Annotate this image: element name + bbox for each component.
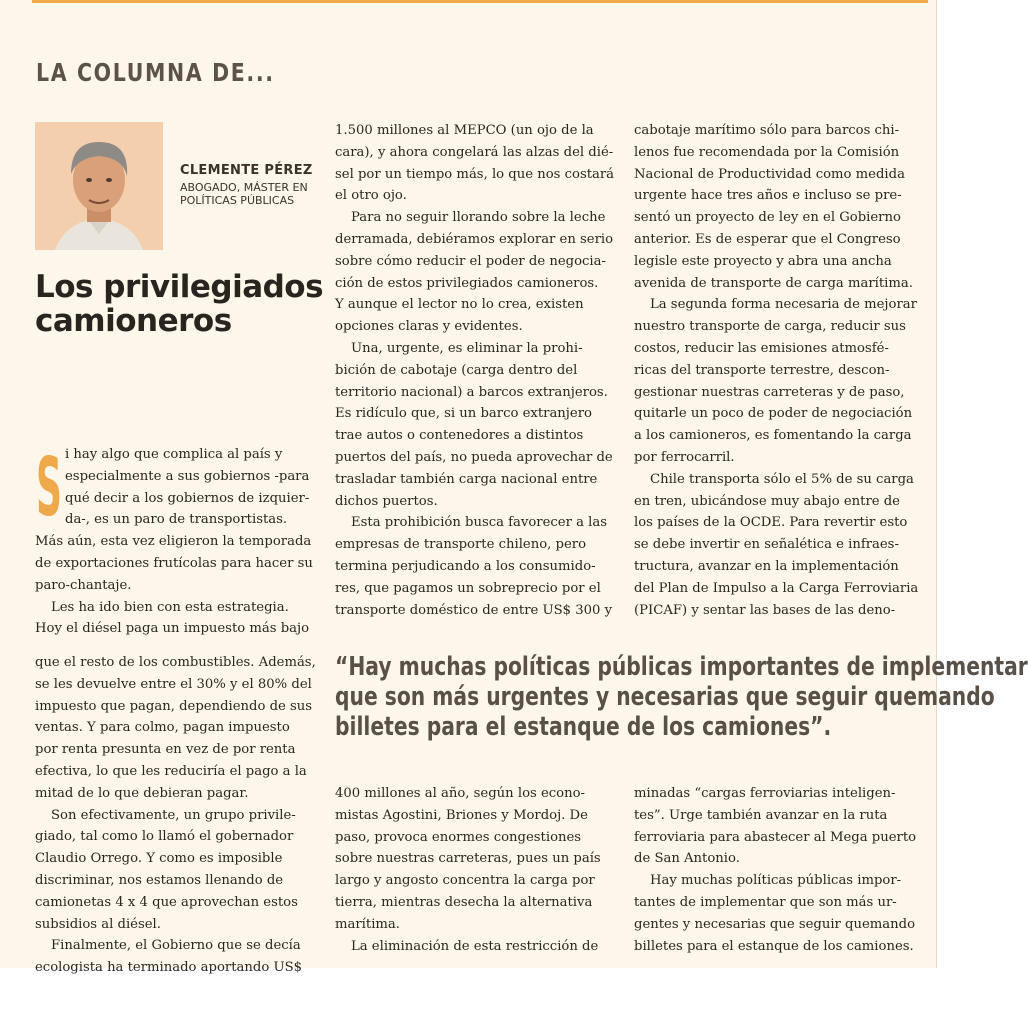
text-line: Es ridículo que, si un barco extranjero: [335, 406, 592, 422]
text-line: tructura, avanzar en la implementación: [634, 558, 899, 574]
text-line: puertos del país, no pueda aprovechar de: [335, 449, 613, 465]
text-line: cabotaje marítimo sólo para barcos chi-: [634, 123, 900, 138]
headline-line: Los privilegiados: [35, 269, 324, 305]
text-line: tes”. Urge también avanzar en la ruta: [634, 807, 888, 823]
text-line: del Plan de Impulso a la Carga Ferroviaria: [634, 580, 919, 596]
text-line: costos, reducir las emisiones atmosfé-: [634, 340, 889, 356]
author-photo: [35, 122, 163, 250]
svg-text:S: S: [36, 441, 62, 534]
text-line: (PICAF) y sentar las bases de las deno-: [634, 602, 896, 618]
text-line: Una, urgente, es eliminar la prohi-: [351, 340, 583, 356]
column-3-top: [634, 120, 919, 621]
text-line: i hay algo que complica al país y: [65, 447, 283, 462]
text-line: Finalmente, el Gobierno que se decía: [51, 938, 301, 954]
text-line: sobre nuestras carreteras, pues un país: [335, 851, 601, 867]
headline-line: camioneros: [35, 303, 232, 339]
text-line: giado, tal como lo llamó el gobernador: [35, 829, 294, 845]
text-line: ricas del transporte terrestre, descon-: [634, 362, 890, 378]
text-line: ventas. Y para colmo, pagan impuesto: [35, 720, 290, 736]
text-line: tantes de implementar que son más ur-: [634, 894, 897, 910]
text-line: opciones claras y evidentes.: [335, 319, 523, 335]
text-line: 1.500 millones al MEPCO (un ojo de la: [335, 123, 594, 138]
text-line: Son efectivamente, un grupo privile-: [51, 807, 296, 823]
author-bio-line: POLÍTICAS PÚBLICAS: [180, 194, 295, 207]
text-line: transporte doméstico de entre US$ 300 y: [335, 602, 613, 618]
text-line: en tren, ubicándose muy abajo entre de: [634, 493, 900, 509]
text-line: se les devuelve entre el 30% y el 80% del: [35, 676, 312, 692]
text-line: ecologista ha terminado aportando US$: [35, 960, 302, 976]
text-line: dichos puertos.: [335, 493, 438, 509]
text-line: lenos fue recomendada por la Comisión: [634, 144, 900, 160]
pull-quote-line: que son más urgentes y necesarias que seguir quemando: [335, 682, 995, 712]
text-line: da-, es un paro de transportistas.: [65, 512, 288, 528]
text-line: efectiva, lo que les reduciría el pago a la: [35, 763, 307, 779]
column-2-bottom: [335, 783, 615, 957]
text-line: minadas “cargas ferroviarias inteligen-: [634, 786, 896, 801]
text-line: por ferrocarril.: [634, 449, 735, 465]
text-line: sel por un tiempo más, lo que nos costará: [335, 166, 615, 182]
text-line: avenida de transporte de carga marítima.: [634, 275, 913, 291]
text-line: legisle este proyecto y abra una ancha: [634, 253, 892, 269]
text-line: gentes y necesarias que seguir quemando: [634, 916, 916, 932]
text-line: sobre cómo reducir el poder de negocia-: [335, 253, 606, 269]
pull-quote: [335, 652, 1028, 742]
text-line: derramada, debiéramos explorar en serio: [335, 231, 614, 247]
text-line: de exportaciones frutícolas para hacer su: [35, 555, 313, 571]
author-bio-line: ABOGADO, MÁSTER EN: [180, 181, 308, 194]
text-line: 400 millones al año, según los econo-: [335, 786, 585, 801]
text-line: Hay muchas políticas públicas impor-: [650, 873, 902, 889]
column-3-bottom: [634, 783, 917, 957]
text-line: Para no seguir llorando sobre la leche: [351, 210, 606, 226]
text-line: que el resto de los combustibles. Además,: [35, 655, 316, 670]
text-line: discriminar, nos estamos llenando de: [35, 872, 284, 888]
text-line: empresas de transporte chileno, pero: [335, 537, 587, 553]
text-line: Chile transporta sólo el 5% de su carga: [650, 471, 914, 487]
text-line: ferroviaria para abastecer al Mega puerto: [634, 829, 917, 845]
text-line: trasladar también carga nacional entre: [335, 471, 598, 487]
text-line: especialmente a sus gobiernos -para: [65, 468, 310, 484]
text-line: gestionar nuestras carreteras y de paso,: [634, 384, 905, 400]
column-1-top: [35, 444, 315, 640]
text-line: termina perjudicando a los consumido-: [335, 558, 596, 574]
headline: [35, 270, 325, 338]
text-line: sentó un proyecto de ley en el Gobierno: [634, 210, 901, 226]
text-line: res, que pagamos un sobreprecio por el: [335, 580, 601, 596]
text-line: Nacional de Productividad como medida: [634, 166, 905, 182]
text-line: paro-chantaje.: [35, 577, 132, 593]
text-line: quitarle un poco de poder de negociación: [634, 406, 913, 422]
text-line: marítima.: [335, 916, 400, 932]
text-line: mitad de lo que debieran pagar.: [35, 785, 249, 801]
text-line: largo y angosto concentra la carga por: [335, 873, 595, 889]
text-line: billetes para el estanque de los camiones.: [634, 938, 914, 954]
author-bio: [180, 181, 320, 207]
text-line: ción de estos privilegiados camioneros.: [335, 275, 599, 291]
text-line: Les ha ido bien con esta estrategia.: [51, 599, 289, 615]
text-line: paso, provoca enormes congestiones: [335, 829, 582, 845]
column-1-bottom: [35, 652, 315, 979]
pull-quote-line: “Hay muchas políticas públicas importantes de implementar: [335, 652, 1028, 682]
text-line: subsidios al diésel.: [35, 916, 161, 932]
text-line: por renta presunta en vez de por renta: [35, 742, 296, 758]
text-line: mistas Agostini, Briones y Mordoj. De: [335, 807, 588, 823]
text-line: Esta prohibición busca favorecer a las: [351, 515, 608, 531]
top-rule: [32, 0, 928, 3]
text-line: impuesto que pagan, dependiendo de sus: [35, 698, 313, 714]
text-line: anterior. Es de esperar que el Congreso: [634, 231, 901, 247]
text-line: el otro ojo.: [335, 188, 407, 204]
text-line: trae autos o contenedores a distintos: [335, 428, 584, 444]
text-line: bición de cabotaje (carga dentro del: [335, 362, 578, 378]
text-line: se debe invertir en señalética e infraes-: [634, 537, 899, 553]
text-line: La segunda forma necesaria de mejorar: [650, 297, 917, 313]
column-2-top: [335, 120, 615, 621]
text-line: territorio nacional) a barcos extranjeros.: [335, 384, 608, 400]
text-line: Claudio Orrego. Y como es imposible: [35, 851, 283, 867]
text-line: Más aún, esta vez eligieron la temporada: [35, 534, 312, 550]
text-line: La eliminación de esta restricción de: [351, 938, 599, 954]
text-line: urgente hace tres años e incluso se pre-: [634, 188, 902, 204]
text-line: cara), y ahora congelará las alzas del dié-: [335, 144, 614, 160]
text-line: qué decir a los gobiernos de izquier-: [65, 490, 310, 506]
text-line: Y aunque el lector no lo crea, existen: [335, 297, 584, 313]
text-line: camionetas 4 x 4 que aprovechan estos: [35, 894, 298, 910]
section-title: LA COLUMNA DE...: [36, 58, 275, 87]
text-line: nuestro transporte de carga, reducir sus: [634, 319, 906, 335]
pull-quote-line: billetes para el estanque de los camiones”.: [335, 712, 832, 742]
text-line: a los camioneros, es fomentando la carga: [634, 428, 912, 444]
text-line: los países de la OCDE. Para revertir esto: [634, 515, 908, 531]
text-line: tierra, mientras desecha la alternativa: [335, 894, 593, 910]
author-name: CLEMENTE PÉREZ: [180, 163, 313, 178]
text-line: de San Antonio.: [634, 851, 740, 867]
text-line: Hoy el diésel paga un impuesto más bajo: [35, 621, 310, 637]
